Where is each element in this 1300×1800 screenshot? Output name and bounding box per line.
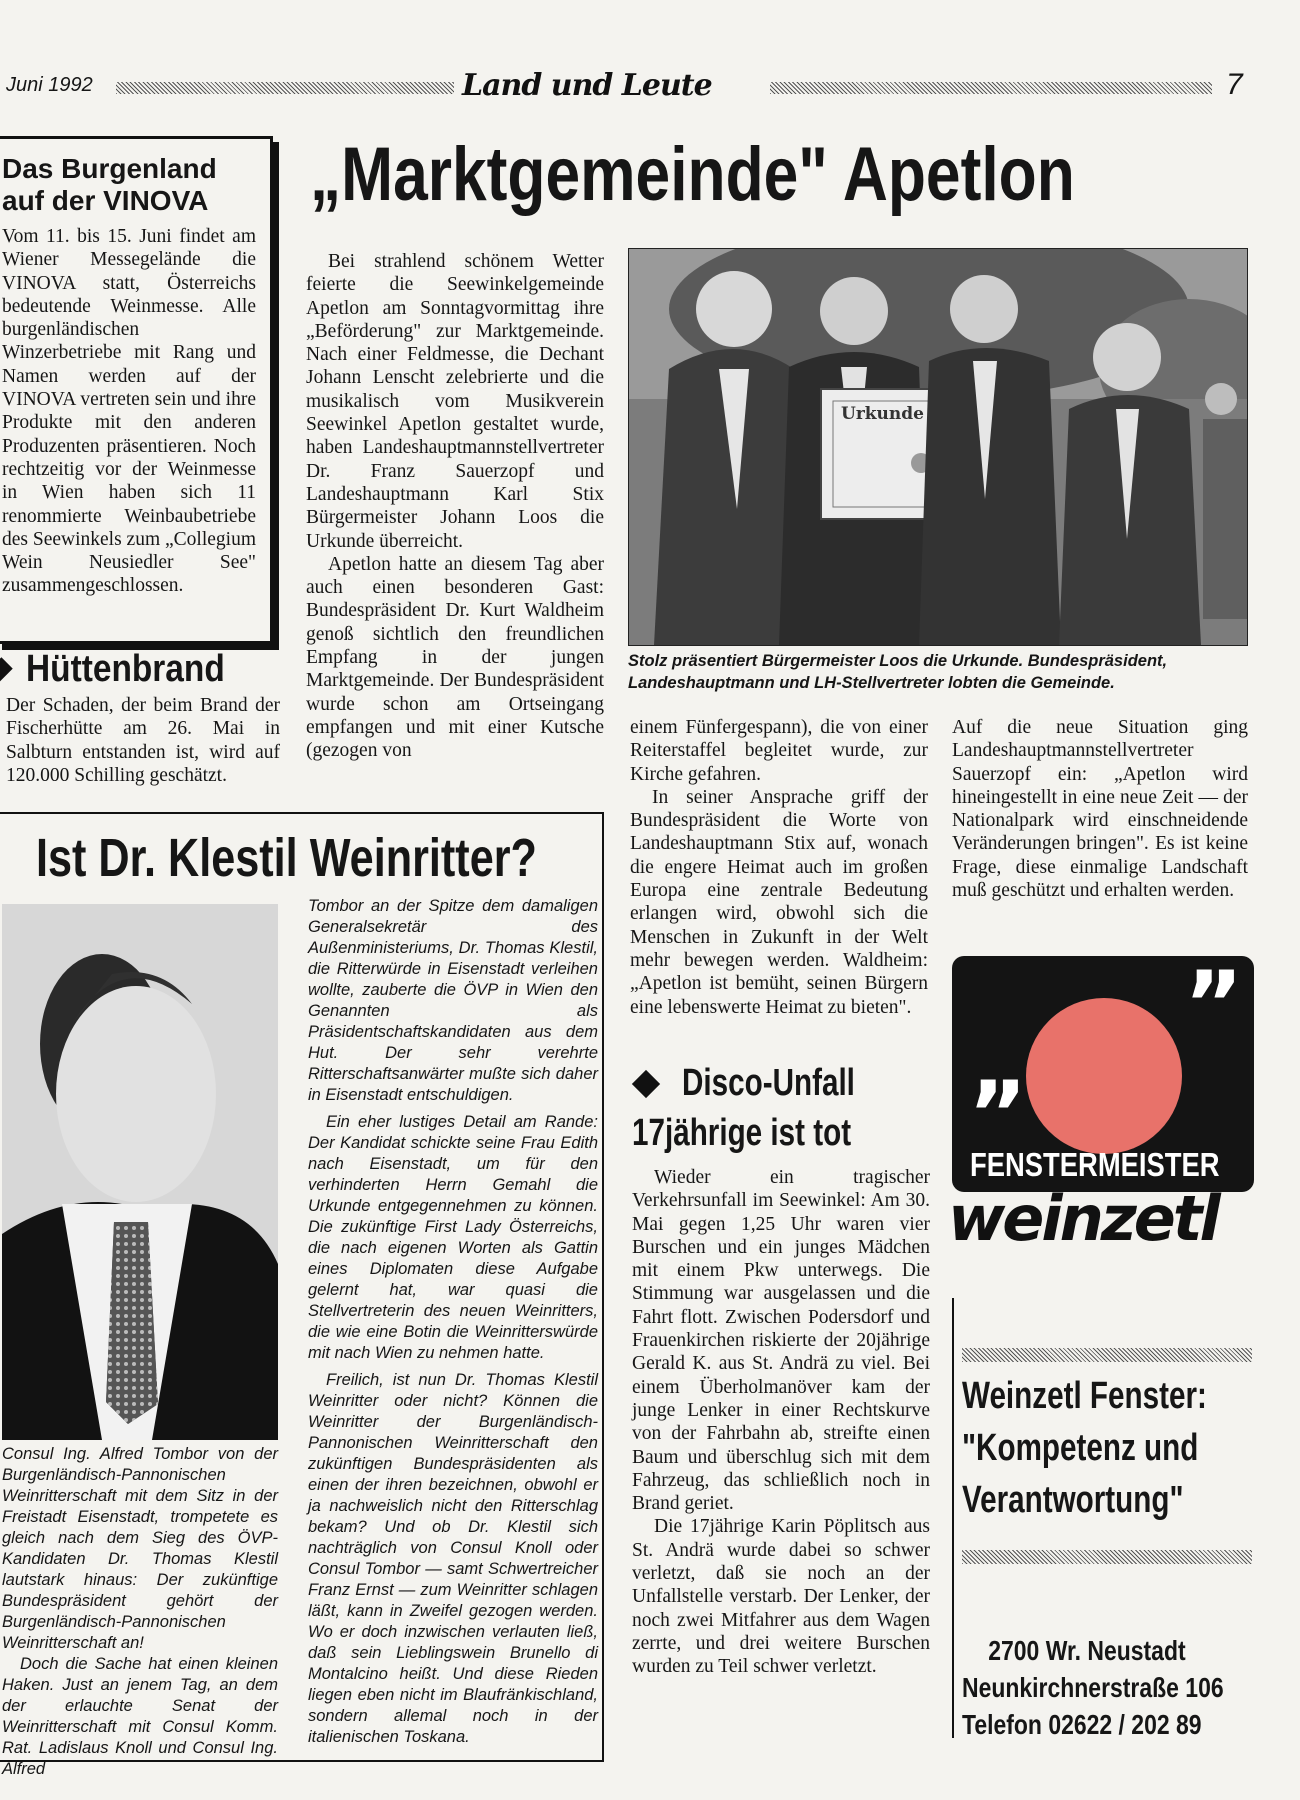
apetlon-headline: „Marktgemeinde" Apetlon (310, 132, 1075, 217)
portrait-caption-p2: Doch die Sache hat einen kleinen Haken. Just an jenem Tag, an dem der erlauchte Senat der Weinritterschaft mit Consul Komm. Rat. Ladislaus Knoll und Consul Ing. Alfred (2, 1655, 278, 1778)
klestil-p3: Freilich, ist nun Dr. Thomas Klestil Weinritter oder nicht? Können die Weinritter der Burgenländisch-Pannonischen Weinritterschaft den zukünftigen Bundespräsidenten als einen der ihren bezeichnen, obwohl er ja nachweislich nicht den Ritterschlag bekam? Und ob Dr. Klestil sich nachträglich von Consul Knoll oder Consul Tombor — samt Schwertreicher Franz Ernst — zum Weinritter schlagen läßt, kann in Zweifel gezogen werden. Wo er doch inzwischen verlauten ließ, daß sein Lieblingswein Brunello di Montalcino heißt. Und diese Rieden liegen eben nicht im Blaufränkischland, sondern allemal noch in der italienischen Toskana. (308, 1371, 598, 1746)
page-number: 7 (1226, 68, 1243, 101)
apetlon-col1-p2: Apetlon hatte an diesem Tag aber auch einen besonderen Gast: Bundespräsident Dr. Kurt Waldheim genoß sichtlich den freundlichen Empfang in der jungen Marktgemeinde. Der Bundespräsident wurde schon am Ortseingang empfangen und mit einer Kutsche (gezogen von (306, 553, 604, 762)
klestil-box (0, 812, 604, 1778)
apetlon-col3-p1: Auf die neue Situation ging Landeshauptmannstellvertreter Sauerzopf ein: „Apetlon wird hineingestellt in eine neue Zeit — der Nationalpark wird einschneidende Veränderungen bringen". Es ist keine Frage, diese einmalige Landschaft muß geschützt und erhalten werden. (952, 717, 1248, 902)
portrait-caption-p1: Consul Ing. Alfred Tombor von der Burgenländisch-Pannonischen Weinritterschaft mit dem Sitz in der Freistadt Eisenstadt, trompetete es gleich nach dem Sieg des ÖVP-Kandidaten Dr. Thomas Klestil lautstark hinaus: Der zukünftige Bundespräsident gehört der Burgenländisch-Pannonischen Weinritterschaft an! (2, 1445, 278, 1652)
klestil-column (308, 896, 598, 1748)
slogan-line3: Verantwortung" (962, 1479, 1184, 1521)
quote-open-mark: ” (968, 1062, 1028, 1167)
address-line3: Telefon 02622 / 202 89 (962, 1709, 1202, 1740)
logo-circle (1026, 998, 1182, 1154)
ceremony-photo (628, 248, 1248, 646)
klestil-p2: Ein eher lustiges Detail am Rande: Der Kandidat schickte seine Frau Edith nach Eisenstadt, um für den verhinderten Herrn Gemahl die Urkunde entgegennehmen zu können. Die zukünftige First Lady Österreichs, die nach eigenen Worten als Gattin eines Diplomaten diese Aufgabe gelernt hat, war quasi die Stellvertreterin des neuen Weinritters, die wie eine Botin die Weinritterswürde mit nach Wien zu nehmen hatte. (308, 1113, 598, 1362)
apetlon-col3 (952, 716, 1248, 902)
vinova-title-line1: Das Burgenland (2, 153, 217, 184)
ad-rule-bottom (962, 1550, 1252, 1564)
vinova-title-line2: auf der VINOVA (2, 185, 209, 216)
slogan-line1: Weinzetl Fenster: (962, 1375, 1207, 1417)
apetlon-col2-p2: In seiner Ansprache griff der Bundespräsident die Worte von Landeshauptmann Stix auf, wonach die engere Heimat auch im großen Europa eine zentrale Bedeutung erlangen wird, obwohl sich die Menschen in Zukunft in der Welt mehr bewegen werden. Waldheim: „Apetlon ist bemüht, seinen Bürgern eine lebenswerte Heimat zu bieten". (630, 786, 928, 1018)
ad-slogan (962, 1370, 1207, 1526)
portrait-caption (2, 1444, 278, 1780)
weinzetl-ad (948, 952, 1254, 1748)
apetlon-col2-p1: einem Fünfergespann), die von einer Reiterstaffel begleitet wurde, zur Kirche gefahren. (630, 717, 928, 785)
fenstermeister-label: FENSTERMEISTER (970, 1146, 1220, 1183)
ad-address (962, 1632, 1224, 1743)
apetlon-col1-p1: Bei strahlend schönem Wetter feierte die Seewinkelgemeinde Apetlon am Sonntagvormittag ihre „Beförderung" zur Marktgemeinde. Nach einer Feldmesse, die Dechant Johann Lenscht zelebrierte und die musikalisch vom Musikverein Seewinkel Apetlon gestaltet wurde, haben Landeshauptmannstellvertreter Dr. Franz Sauerzopf und Landeshauptmann Karl Stix Bürgermeister Johann Loos die Urkunde überreicht. (306, 251, 604, 552)
ad-rule-top (962, 1348, 1252, 1362)
apetlon-col1 (306, 250, 604, 763)
issue-date: Juni 1992 (6, 74, 93, 96)
huettenbrand-heading: Hüttenbrand (26, 648, 225, 690)
header-rule-left (116, 82, 454, 94)
klestil-p1: Tombor an der Spitze dem damaligen Generalsekretär des Außenministeriums, Dr. Thomas Klestil, die Ritterwürde in Eisenstadt verleihen wollte, zauberte die ÖVP in Wien den Genannten als Präsidentschaftskandidaten aus dem Hut. Der sehr verehrte Ritterschaftsanwärter mußte sich daher in Eisenstadt entschuldigen. (308, 897, 598, 1104)
address-line2: Neunkirchnerstraße 106 (962, 1672, 1224, 1703)
disco-p1: Wieder ein tragischer Verkehrsunfall im Seewinkel: Am 30. Mai gegen 1,25 Uhr waren vier Burschen und ein junges Mädchen mit einem Pkw unterwegs. Die Stimmung war ausgelassen und die Fahrt flott. Zwischen Podersdorf und Frauenkirchen riskierte der 20jährige Gerald K. aus St. Andrä zu viel. Bei einem Überholmanöver kam der junge Lenker in einer Rechtskurve von der Fahrbahn ab, streifte einen Baum und überschlug sich mit dem Fahrzeug, das schließlich noch in Brand geriet. (632, 1167, 930, 1515)
disco-title-line1: Disco-Unfall (682, 1062, 855, 1104)
vinova-title (2, 153, 217, 217)
disco-p2: Die 17jährige Karin Pöplitsch aus St. Andrä wurde dabei so schwer verletzt, daß sie noch an der Unfallstelle verstarb. Der Lenker, der noch zwei Mitfahrer aus dem Wagen zerrte, und drei weitere Burschen wurden zu Teil schwer verletzt. (632, 1516, 930, 1678)
bullet-icon (0, 657, 13, 682)
portrait-illustration (2, 904, 278, 1440)
disco-title-line2: 17jährige ist tot (632, 1112, 852, 1154)
bullet-icon (632, 1070, 660, 1098)
vinova-box (0, 136, 273, 644)
urkunde-label: Urkunde (841, 404, 924, 424)
klestil-headline: Ist Dr. Klestil Weinritter? (36, 828, 537, 888)
huettenbrand-body: Der Schaden, der beim Brand der Fischerhütte am 26. Mai in Salbturn entstanden ist, wird auf 120.000 Schilling geschätzt. (6, 695, 280, 786)
address-line1: 2700 Wr. Neustadt (988, 1635, 1186, 1666)
ad-logo-panel (952, 952, 1254, 1192)
ceremony-photo-illustration (629, 249, 1247, 645)
klestil-portrait (2, 904, 278, 1440)
quote-close-mark: ” (1184, 952, 1244, 1057)
disco-body (632, 1166, 930, 1679)
apetlon-col2 (630, 716, 928, 1019)
brand-wordmark: weinzetl (948, 1182, 1218, 1255)
page-header (0, 68, 1300, 108)
ad-divider (952, 1298, 954, 1738)
header-rule-right (770, 82, 1212, 94)
section-logo: Land und Leute (462, 68, 712, 103)
vinova-body: Vom 11. bis 15. Juni findet am Wiener Messegelände die VINOVA statt, Österreichs bedeutende Weinmesse. Alle burgenländischen Winzerbetriebe mit Rang und Namen werden auf der VINOVA vertreten sein und ihre Produkte mit den anderen Produzenten präsentieren. Noch rechtzeitig vor der Weinmesse in Wien haben sich 11 renommierte Weinbaubetriebe des Seewinkels zum „Collegium Wein Neusiedler See" zusammengeschlossen. (2, 226, 256, 597)
slogan-line2: "Kompetenz und (962, 1427, 1199, 1469)
photo-caption: Stolz präsentiert Bürgermeister Loos die Urkunde. Bundespräsident, Landeshauptmann und LH-Stellvertreter lobten die Gemeinde. (628, 652, 1168, 692)
